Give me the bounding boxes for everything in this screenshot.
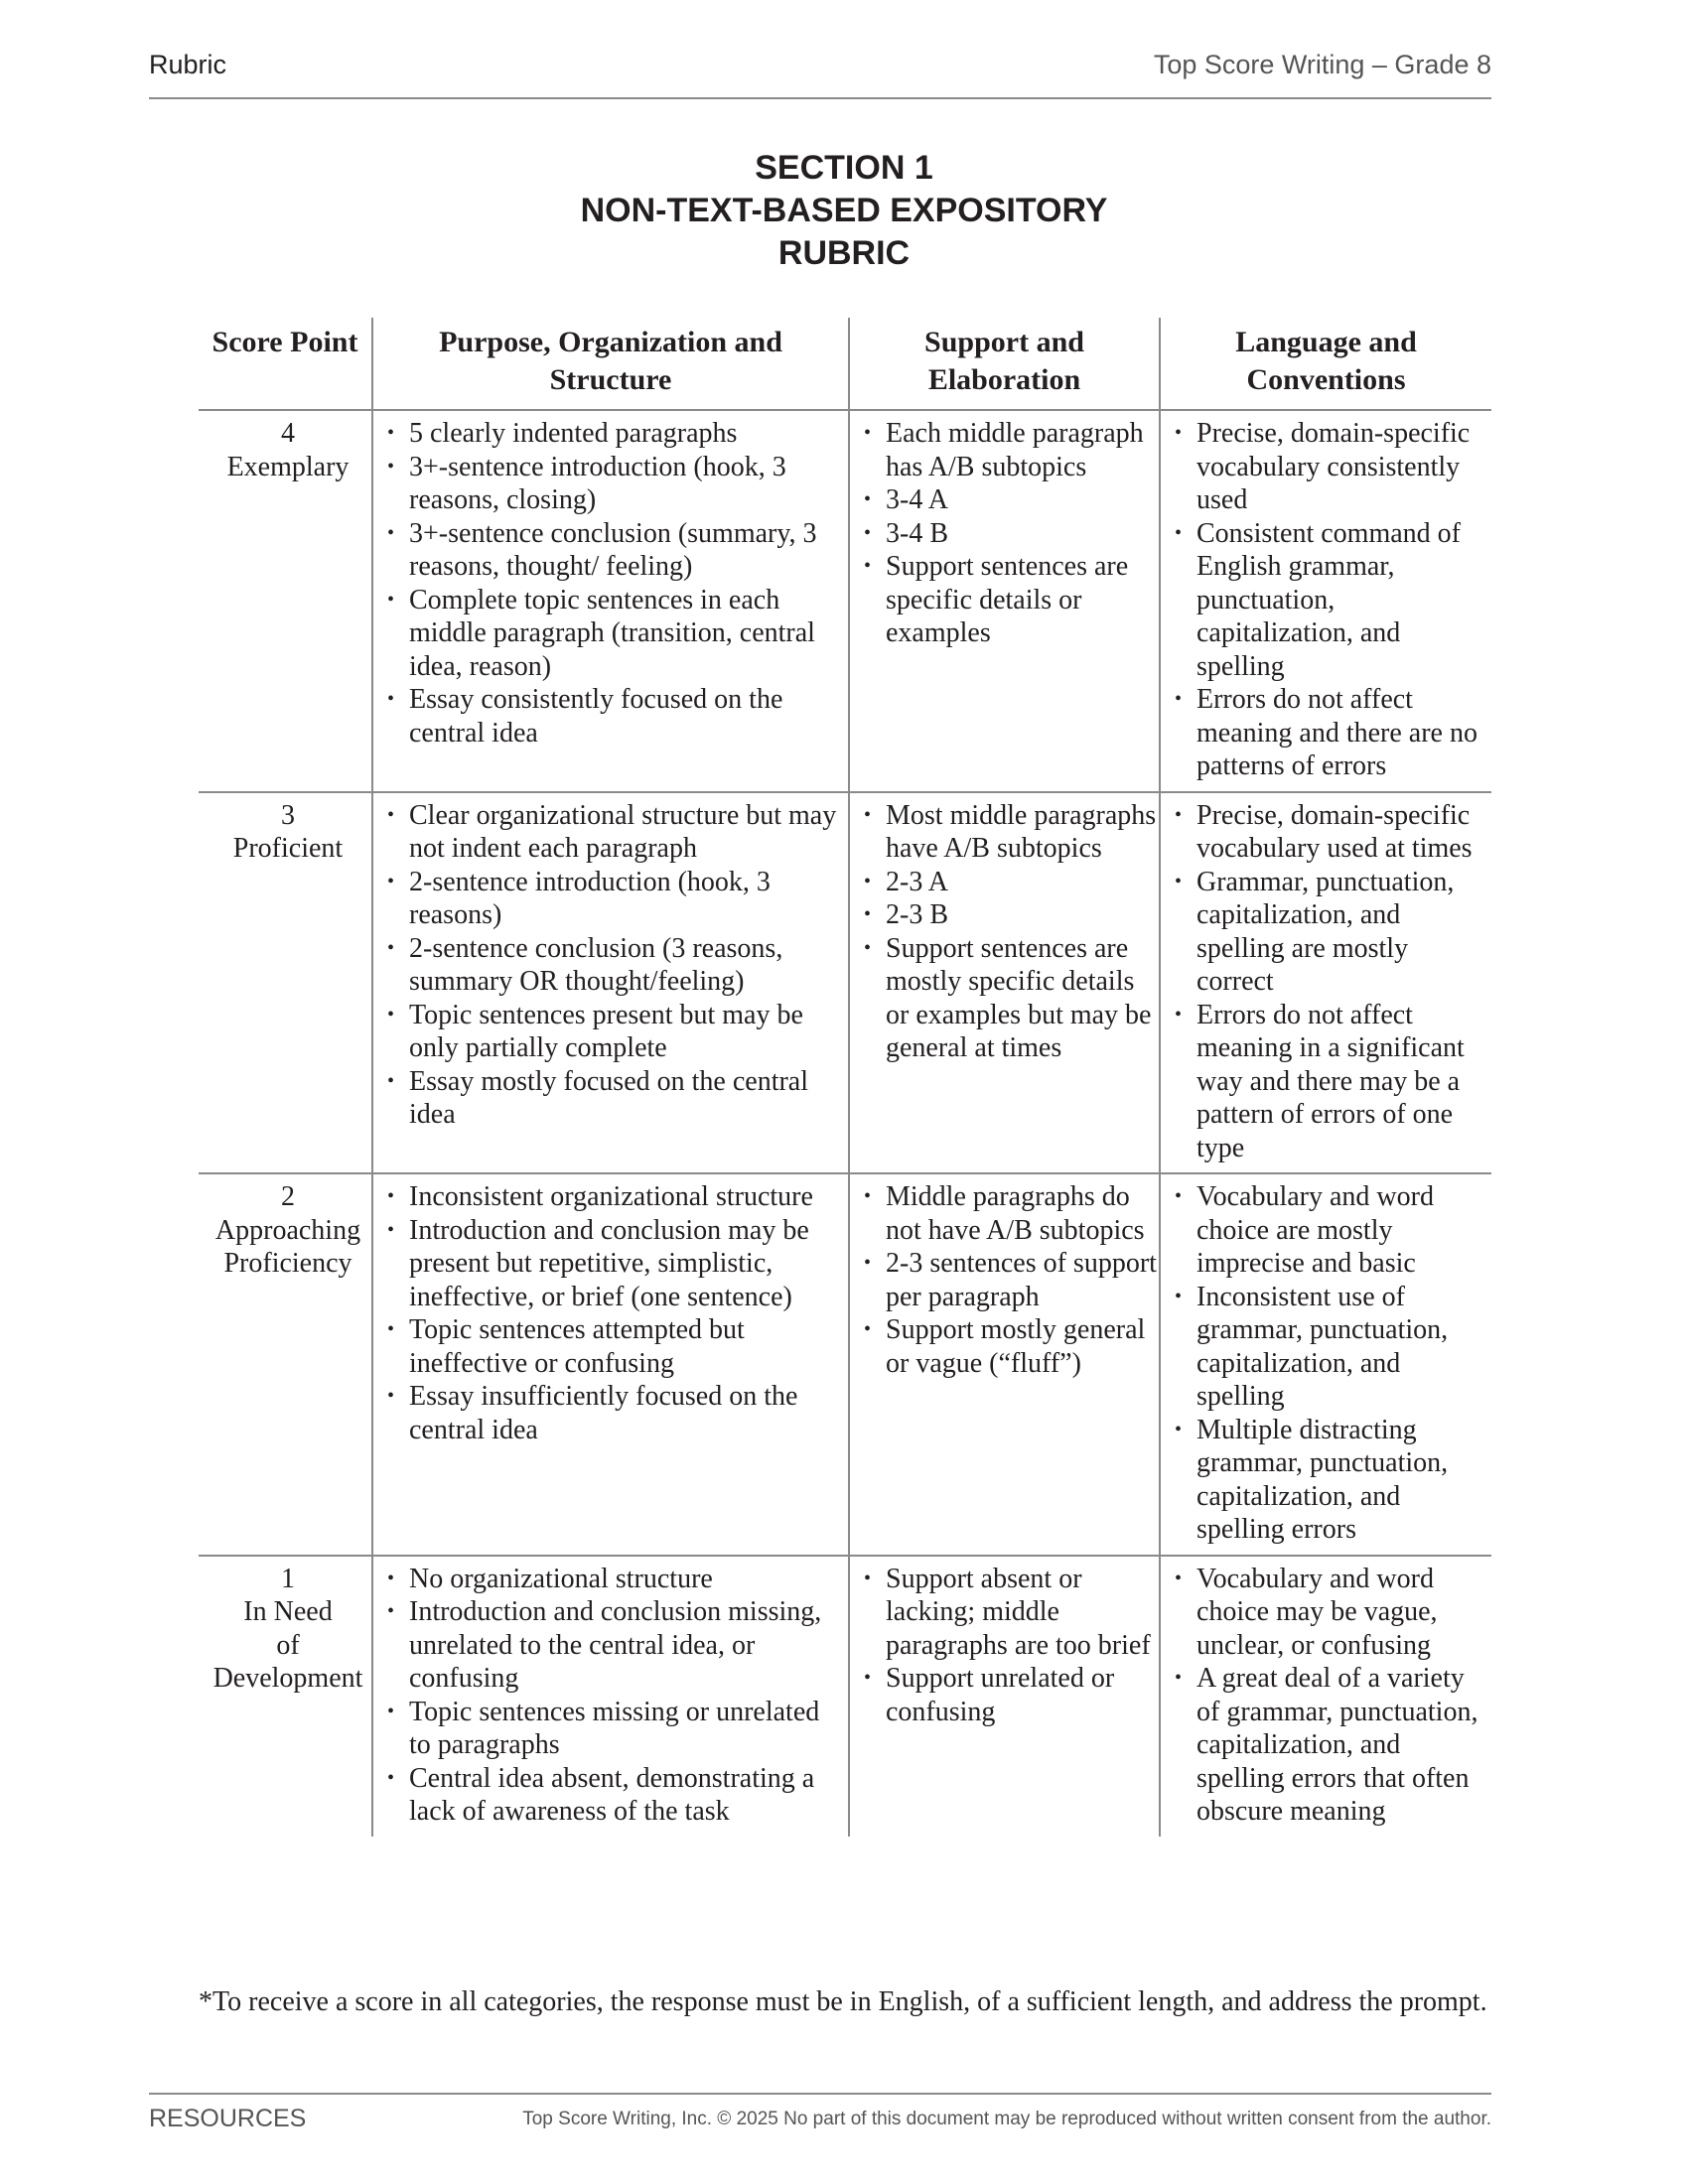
support-cell bbox=[849, 1556, 1160, 1837]
score-label: Approaching Proficiency bbox=[214, 1214, 361, 1279]
bullet-list bbox=[381, 799, 846, 1132]
bullet-item: • Support unrelated or confusing bbox=[858, 1662, 1157, 1728]
title-line-3: RUBRIC bbox=[777, 234, 911, 272]
support-cell bbox=[849, 410, 1160, 792]
rubric-body bbox=[199, 410, 1491, 1837]
bullet-item: • 3+-sentence conclusion (summary, 3 reasons, thought/ feeling) bbox=[381, 517, 846, 584]
bullet-list bbox=[858, 417, 1157, 650]
bullet-item: • Vocabulary and word choice are mostly imprecise and basic bbox=[1169, 1180, 1489, 1281]
language-cell bbox=[1160, 1556, 1491, 1837]
score-number: 1 bbox=[281, 1563, 295, 1594]
bullet-item: • Inconsistent use of grammar, punctuation, capitalization, and spelling bbox=[1169, 1281, 1489, 1414]
bullet-list bbox=[381, 1563, 846, 1829]
page-title bbox=[149, 147, 1539, 275]
score-number: 2 bbox=[281, 1181, 295, 1212]
bullet-item: • Central idea absent, demonstrating a lack of awareness of the task bbox=[381, 1762, 846, 1829]
bullet-item: • Essay insufficiently focused on the central idea bbox=[381, 1380, 846, 1446]
rubric-row bbox=[199, 792, 1491, 1174]
page-footer bbox=[149, 2093, 1491, 2144]
bullet-item: • Introduction and conclusion missing, unrelated to the central idea, or confusing bbox=[381, 1595, 846, 1696]
bullet-item: • Support absent or lacking; middle paragraphs are too brief bbox=[858, 1563, 1157, 1663]
rubric-row bbox=[199, 1173, 1491, 1556]
bullet-item: • Precise, domain-specific vocabulary used at times bbox=[1169, 799, 1489, 866]
bullet-item: • Support mostly general or vague (“fluff”) bbox=[858, 1313, 1157, 1380]
rubric-header-row bbox=[199, 318, 1491, 410]
support-cell bbox=[849, 792, 1160, 1174]
bullet-item: • 5 clearly indented paragraphs bbox=[381, 417, 846, 451]
bullet-item: • Precise, domain-specific vocabulary consistently used bbox=[1169, 417, 1489, 517]
title-line-2: NON-TEXT-BASED EXPOSITORY bbox=[580, 192, 1108, 229]
bullet-list bbox=[1169, 417, 1489, 783]
bullet-list bbox=[858, 799, 1157, 1065]
footnote: *To receive a score in all categories, the response must be in English, of a sufficient length, and address the prompt. bbox=[199, 1986, 1487, 2017]
header-section-label: Rubric bbox=[149, 50, 227, 79]
bullet-item: • Topic sentences present but may be only partially complete bbox=[381, 999, 846, 1065]
bullet-item: • 2-sentence conclusion (3 reasons, summary OR thought/feeling) bbox=[381, 932, 846, 999]
purpose-cell bbox=[372, 1556, 849, 1837]
bullet-list bbox=[1169, 1563, 1489, 1829]
bullet-item: • Consistent command of English grammar, punctuation, capitalization, and spelling bbox=[1169, 517, 1489, 684]
header-purpose: Purpose, Organization and Structure bbox=[372, 318, 849, 410]
bullet-list bbox=[381, 417, 846, 750]
language-cell bbox=[1160, 1173, 1491, 1556]
bullet-item: • Support sentences are specific details or examples bbox=[858, 550, 1157, 650]
bullet-item: • Clear organizational structure but may not indent each paragraph bbox=[381, 799, 846, 866]
score-cell bbox=[199, 410, 372, 792]
bullet-item: • Errors do not affect meaning in a significant way and there may be a pattern of errors of one type bbox=[1169, 999, 1489, 1165]
rubric-row bbox=[199, 1556, 1491, 1837]
language-cell bbox=[1160, 792, 1491, 1174]
footer-copyright: Top Score Writing, Inc. © 2025 No part of this document may be reproduced without written consent from the author. bbox=[522, 2109, 1491, 2129]
page-header bbox=[149, 48, 1491, 99]
bullet-list bbox=[381, 1180, 846, 1446]
bullet-item: • Topic sentences missing or unrelated to paragraphs bbox=[381, 1696, 846, 1762]
bullet-item: • 2-3 B bbox=[858, 898, 1157, 932]
score-label: Exemplary bbox=[226, 451, 350, 482]
bullet-item: • 3-4 A bbox=[858, 483, 1157, 517]
bullet-list bbox=[1169, 799, 1489, 1165]
bullet-item: • Support sentences are mostly specific details or examples but may be general at times bbox=[858, 932, 1157, 1065]
bullet-item: • 2-3 A bbox=[858, 866, 1157, 899]
support-cell bbox=[849, 1173, 1160, 1556]
purpose-cell bbox=[372, 792, 849, 1174]
rubric-row bbox=[199, 410, 1491, 792]
bullet-item: • Essay mostly focused on the central idea bbox=[381, 1065, 846, 1132]
header-book-title: Top Score Writing – Grade 8 bbox=[1153, 50, 1491, 79]
bullet-item: • Errors do not affect meaning and there are no patterns of errors bbox=[1169, 683, 1489, 783]
bullet-list bbox=[858, 1563, 1157, 1729]
score-number: 4 bbox=[281, 418, 295, 449]
bullet-item: • Topic sentences attempted but ineffective or confusing bbox=[381, 1313, 846, 1380]
bullet-item: • No organizational structure bbox=[381, 1563, 846, 1596]
score-number: 3 bbox=[281, 799, 295, 831]
bullet-item: • Multiple distracting grammar, punctuation, capitalization, and spelling errors bbox=[1169, 1414, 1489, 1547]
bullet-item: • Middle paragraphs do not have A/B subtopics bbox=[858, 1180, 1157, 1247]
score-label: In Need of Development bbox=[212, 1596, 363, 1694]
score-label: Proficient bbox=[232, 833, 344, 864]
bullet-list bbox=[1169, 1180, 1489, 1547]
bullet-item: • 3+-sentence introduction (hook, 3 reasons, closing) bbox=[381, 451, 846, 517]
bullet-item: • Inconsistent organizational structure bbox=[381, 1180, 846, 1214]
title-line-1: SECTION 1 bbox=[755, 149, 933, 187]
purpose-cell bbox=[372, 1173, 849, 1556]
rubric-table bbox=[199, 318, 1491, 1837]
footer-section-label: RESOURCES bbox=[149, 2105, 307, 2132]
header-score-point: Score Point bbox=[199, 318, 372, 410]
purpose-cell bbox=[372, 410, 849, 792]
bullet-item: • Essay consistently focused on the central idea bbox=[381, 683, 846, 750]
score-cell bbox=[199, 1556, 372, 1837]
bullet-item: • 2-3 sentences of support per paragraph bbox=[858, 1247, 1157, 1313]
bullet-item: • Introduction and conclusion may be present but repetitive, simplistic, ineffective, or brief (one sentence) bbox=[381, 1214, 846, 1314]
bullet-item: • Most middle paragraphs have A/B subtopics bbox=[858, 799, 1157, 866]
bullet-item: • Grammar, punctuation, capitalization, and spelling are mostly correct bbox=[1169, 866, 1489, 999]
header-support: Support and Elaboration bbox=[849, 318, 1160, 410]
score-cell bbox=[199, 792, 372, 1174]
bullet-item: • Vocabulary and word choice may be vague, unclear, or confusing bbox=[1169, 1563, 1489, 1663]
score-cell bbox=[199, 1173, 372, 1556]
bullet-item: • Complete topic sentences in each middle paragraph (transition, central idea, reason) bbox=[381, 584, 846, 684]
bullet-item: • 2-sentence introduction (hook, 3 reasons) bbox=[381, 866, 846, 932]
header-language: Language and Conventions bbox=[1160, 318, 1491, 410]
language-cell bbox=[1160, 410, 1491, 792]
bullet-list bbox=[858, 1180, 1157, 1380]
bullet-item: • Each middle paragraph has A/B subtopics bbox=[858, 417, 1157, 483]
bullet-item: • A great deal of a variety of grammar, punctuation, capitalization, and spelling errors that often obscure meaning bbox=[1169, 1662, 1489, 1829]
bullet-item: • 3-4 B bbox=[858, 517, 1157, 551]
